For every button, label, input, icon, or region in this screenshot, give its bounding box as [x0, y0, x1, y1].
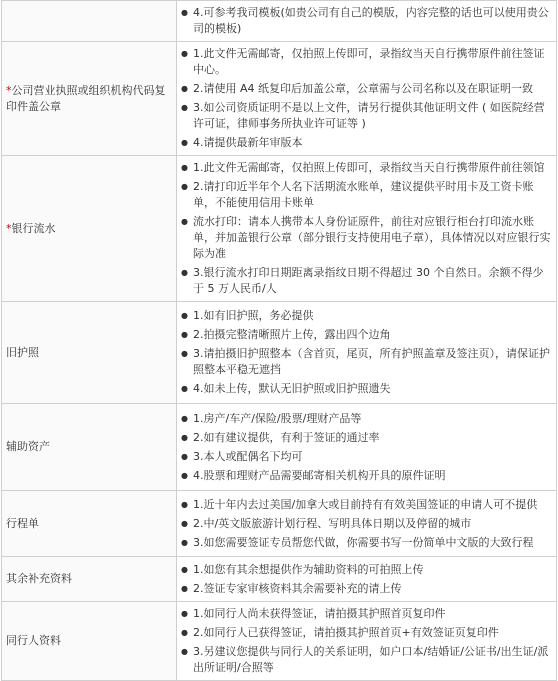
row-items-cell	[177, 491, 557, 557]
row-items-cell	[177, 1, 557, 42]
list-item	[181, 5, 552, 37]
list-item	[181, 430, 552, 446]
list-item	[181, 308, 552, 324]
requirements-table	[1, 0, 557, 681]
bullet-dot-icon: ●	[181, 349, 188, 358]
required-marker: *	[6, 221, 12, 235]
row-label-cell	[2, 42, 177, 156]
list-item	[181, 468, 552, 484]
bullet-dot-icon: ●	[181, 163, 188, 172]
table-row	[2, 156, 557, 302]
list-item	[181, 411, 552, 427]
list-item	[181, 535, 552, 551]
item-text: 3.银行流水打印日期距离录指纹日期不得超过 30 个自然日。余额不得少于 5 万人民币/人	[193, 266, 544, 295]
list-item	[181, 381, 552, 397]
item-text: 1.近十年内去过美国/加拿大或目前持有有效美国签证的申请人可不提供	[193, 497, 538, 511]
list-item	[181, 625, 552, 641]
bullet-dot-icon: ●	[181, 49, 188, 58]
bullet-dot-icon: ●	[181, 432, 188, 442]
list-item	[181, 516, 552, 532]
row-label-cell	[2, 156, 177, 302]
bullet-dot-icon: ●	[181, 451, 188, 461]
bullet-dot-icon: ●	[181, 384, 188, 393]
row-items-cell	[177, 42, 557, 156]
item-text: 2.请使用 A4 纸复印后加盖公章，公章需与公司名称以及在职证明一致	[193, 82, 534, 95]
bullet-dot-icon: ●	[181, 84, 188, 93]
row-label-cell	[2, 404, 177, 491]
bullet-dot-icon: ●	[181, 103, 188, 112]
list-item	[181, 644, 552, 676]
list-item	[181, 581, 552, 597]
item-text: 1.如有旧护照，务必提供	[193, 309, 314, 322]
bullet-dot-icon: ●	[181, 609, 188, 618]
row-label-cell	[2, 1, 177, 42]
bullet-dot-icon: ●	[181, 647, 188, 656]
bullet-dot-icon: ●	[181, 413, 188, 423]
row-label: 行程单	[6, 516, 39, 530]
list-item	[181, 214, 552, 262]
bullet-dot-icon: ●	[181, 537, 188, 547]
list-item	[181, 179, 552, 211]
list-item	[181, 265, 552, 297]
item-text: 3.如您需要签证专员帮您代做，你需要书写一份简单中文版的大致行程	[193, 535, 534, 549]
bullet-dot-icon: ●	[181, 268, 188, 277]
list-item	[181, 346, 552, 378]
bullet-dot-icon: ●	[181, 583, 188, 593]
bullet-dot-icon: ●	[181, 330, 188, 339]
table-row	[2, 302, 557, 404]
item-text: 2.拍摄完整清晰照片上传，露出四个边角	[193, 328, 391, 341]
item-text: 2.签证专家审核资料其余需要补充的请上传	[193, 581, 402, 595]
row-label: 公司营业执照或组织机构代码复印件盖公章	[6, 83, 166, 113]
list-item	[181, 562, 552, 578]
item-text: 4.请提供最新年审版本	[193, 136, 303, 149]
table-row	[2, 1, 557, 42]
item-text: 2.如同行人已获得签证，请拍摄其护照首页+有效签证页复印件	[193, 626, 499, 639]
row-label-cell	[2, 557, 177, 602]
row-items-cell	[177, 156, 557, 302]
table-row	[2, 602, 557, 681]
item-text: 1.房产/车产/保险/股票/理财产品等	[193, 411, 362, 425]
item-text: 3.请拍摄旧护照整本（含首页，尾页，所有护照盖章及签注页），请保证护照整本平稳无遮挡	[193, 347, 550, 376]
row-items-cell	[177, 404, 557, 491]
table-row	[2, 557, 557, 602]
bullet-dot-icon: ●	[181, 217, 188, 226]
row-label: 其余补充资料	[6, 572, 72, 585]
list-item	[181, 160, 552, 176]
item-text: 1.此文件无需邮寄，仅拍照上传即可，录指纹当天自行携带原件前往领馆	[193, 161, 545, 174]
row-label-cell	[2, 491, 177, 557]
item-text: 3.如公司资质证明不是以上文件，请另行提供其他证明文件 ( 如医院经营许可证，律师事务所执业许可证等 )	[193, 101, 545, 130]
requirements-table-body	[2, 1, 557, 681]
item-text: 流水打印：请本人携带本人身份证原件，前往对应银行柜台打印流水账单，并加盖银行公章（部分银行支持使用电子章），具体情况以对应银行实际为准	[193, 215, 551, 260]
list-item	[181, 497, 552, 513]
bullet-dot-icon: ●	[181, 138, 188, 147]
item-text: 2.中/英文版旅游计划行程、写明具体日期以及停留的城市	[193, 516, 472, 530]
item-text: 3.本人或配偶名下均可	[193, 449, 303, 463]
list-item	[181, 100, 552, 132]
bullet-dot-icon: ●	[181, 311, 188, 320]
row-items-cell	[177, 602, 557, 681]
item-text: 2.请打印近半年个人名下活期流水账单，建议提供平时用卡及工资卡账单，不能使用信用卡账单	[193, 180, 534, 209]
item-text: 4.股票和理财产品需要邮寄相关机构开具的原件证明	[193, 468, 446, 482]
bullet-dot-icon: ●	[181, 499, 188, 509]
bullet-dot-icon: ●	[181, 182, 188, 191]
item-text: 1.如您有其余想提供作为辅助资料的可拍照上传	[193, 562, 424, 576]
item-text: 4.如未上传，默认无旧护照或旧护照遗失	[193, 382, 391, 395]
bullet-dot-icon: ●	[181, 518, 188, 528]
row-label-cell	[2, 302, 177, 404]
bullet-dot-icon: ●	[181, 470, 188, 480]
item-text: 1.如同行人尚未获得签证，请拍摄其护照首页复印件	[193, 607, 446, 620]
item-text: 2.如有建议提供，有利于签证的通过率	[193, 430, 380, 444]
item-text: 4.可参考我司模板(如贵公司有自己的模版，内容完整的话也可以使用贵公司的模板)	[193, 6, 549, 35]
bullet-dot-icon: ●	[181, 564, 188, 574]
bullet-dot-icon: ●	[181, 628, 188, 637]
row-items-cell	[177, 557, 557, 602]
row-label: 旧护照	[6, 345, 39, 359]
list-item	[181, 81, 552, 97]
row-label: 同行人资料	[6, 634, 61, 647]
list-item	[181, 46, 552, 78]
list-item	[181, 135, 552, 151]
list-item	[181, 327, 552, 343]
row-label: 银行流水	[11, 221, 56, 235]
list-item	[181, 449, 552, 465]
item-text: 3.另建议您提供与同行人的关系证明，如户口本/结婚证/公证书/出生证/派出所证明/合照等	[193, 645, 549, 674]
required-marker: *	[6, 83, 12, 97]
item-text: 1.此文件无需邮寄，仅拍照上传即可，录指纹当天自行携带原件前往签证中心。	[193, 47, 545, 76]
table-row	[2, 491, 557, 557]
bullet-dot-icon: ●	[181, 8, 188, 17]
list-item	[181, 606, 552, 622]
table-row	[2, 42, 557, 156]
row-label: 辅助资产	[6, 440, 50, 453]
row-label-cell	[2, 602, 177, 681]
table-row	[2, 404, 557, 491]
row-items-cell	[177, 302, 557, 404]
